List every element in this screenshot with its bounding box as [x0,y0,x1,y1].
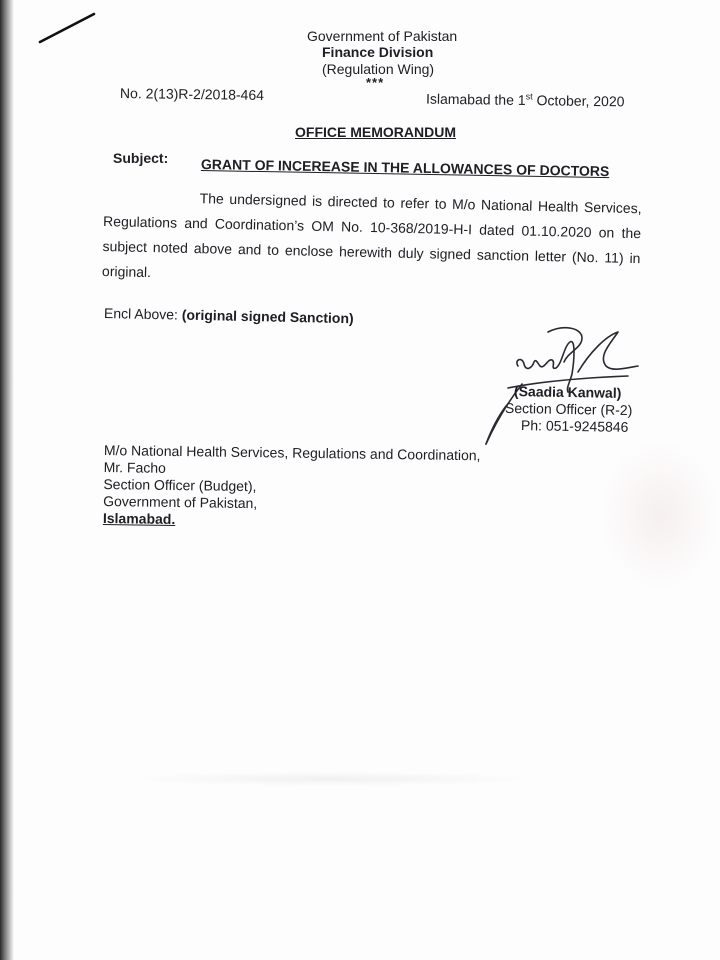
addressee-designation: Section Officer (Budget), [103,475,257,495]
signatory-name: (Saadia Kanwal) [513,383,622,401]
page-edge-shadow [0,0,14,960]
subject-label: Subject: [113,150,169,166]
memo-title: OFFICE MEMORANDUM [295,124,456,140]
date-suffix: October, 2020 [532,92,625,110]
enclosure-value: (original signed Sanction) [181,306,354,327]
enclosure-label: Encl Above: [103,305,182,323]
pen-stroke-mark [38,8,98,48]
letterhead-division: Finance Division [322,44,434,60]
memo-body: The undersigned is directed to refer to M/o National Health Services, Regulations and Coordination’s OM No. 10-368/2019-H-I dated 01.10.2020 on the subject noted above and to enclose herewith duly signed sanction letter (No. 11) in original. [101,190,642,281]
addressee-government: Government of Pakistan, [103,492,258,512]
signatory-phone: Ph: 051-9245846 [520,417,629,435]
date-prefix: Islamabad the 1 [425,90,526,109]
addressee-person: Mr. Facho [103,458,167,476]
issue-date [426,91,625,110]
addressee-ministry: M/o National Health Services, Regulations and Coordination, [103,442,481,464]
paper-bleed-through [120,772,540,786]
paper-smudge [600,440,720,590]
date-superscript: st [525,91,533,102]
letterhead-wing: (Regulation Wing) [322,61,435,77]
enclosure-line [104,305,354,326]
subject-text: GRANT OF INCEREASE IN THE ALLOWANCES OF DOCTORS [200,156,610,180]
signatory-designation: Section Officer (R-2) [504,399,633,419]
letterhead-stars: *** [366,75,385,90]
addressee-block [103,442,481,532]
addressee-city: Islamabad. [102,509,176,528]
reference-number: No. 2(13)R-2/2018-464 [119,84,265,104]
letterhead-government: Government of Pakistan [307,28,458,44]
